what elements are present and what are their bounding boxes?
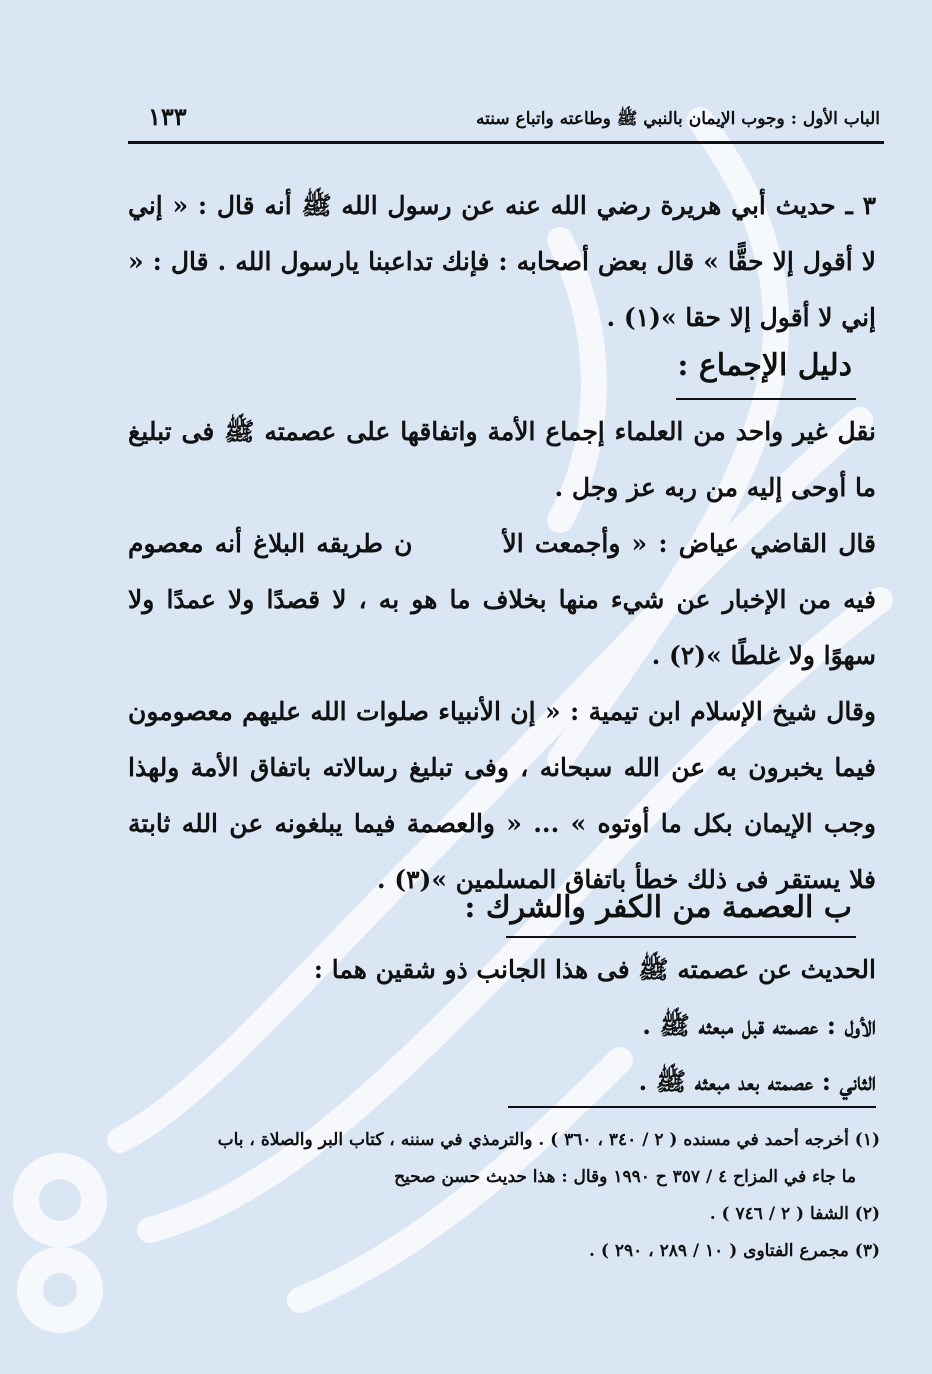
running-header: [128, 100, 880, 140]
ijma-title-underline: [676, 398, 856, 400]
ijma-paragraph-2-start: قال القاضي عياض : « وأجمعت الأ: [502, 529, 876, 558]
ijma-paragraph-2: [128, 516, 876, 684]
hadith-text: ٣ ـ حديث أبي هريرة رضي الله عنه عن رسول الله ﷺ أنه قال : « إني لا أقول إلا حقًّا » قال بعض أصحابه : فإنك تداعبنا يارسول الله . قال : « إني لا أقول إلا حقا »(١) .: [128, 191, 876, 332]
section-b-title-underline: [506, 936, 856, 938]
footnote-1-line-2: ما جاء في المزاح ٤ / ٣٥٧ ح ١٩٩٠ وقال : هذا حديث حسن صحيح: [394, 1167, 856, 1187]
ijma-paragraph-1: نقل غير واحد من العلماء إجماع الأمة واتفاقها على عصمته ﷺ فى تبليغ ما أوحى إليه من ربه عز وجل .: [128, 417, 876, 502]
section-b-first: الأول : عصمته قبل مبعثه ﷺ .: [642, 1011, 876, 1040]
footnote-1-line-1: (١) أخرجه أحمد في مسنده ( ٢ / ٣٤٠ ، ٣٦٠ ) . والترمذي في سننه ، كتاب البر والصلاة ، باب: [217, 1130, 880, 1150]
footnote-2: (٢) الشفا ( ٢ / ٧٤٦ ) .: [709, 1204, 880, 1224]
page-number: ١٣٣: [148, 102, 187, 131]
header-divider: [128, 141, 884, 144]
section-b-title: ب العصمة من الكفر والشرك :: [464, 890, 852, 925]
ijma-section-title: دليل الإجماع :: [677, 348, 852, 383]
footnote-3: (٣) مجمرع الفتاوى ( ١٠ / ٢٨٩ ، ٢٩٠ ) .: [589, 1241, 880, 1261]
footnotes: [128, 1122, 880, 1270]
section-b-body: [128, 942, 876, 1110]
ijma-body: [128, 404, 876, 908]
ijma-paragraph-3: وقال شيخ الإسلام ابن تيمية : « إن الأنبياء صلوات الله عليهم معصومون فيما يخبرون به عن الله سبحانه ، وفى تبليغ رسالاته باتفاق الأمة ولهذا وجب الإيمان بكل ما أوتوه » ... « والعصمة فيما يبلغونه عن الله ثابتة فلا يستقر فى ذلك خطأ باتفاق المسلمين »(٣) .: [128, 697, 876, 894]
footnote-divider: [508, 1106, 876, 1108]
ijma-paragraph-2-end: ن طريقه البلاغ أنه معصوم فيه من الإخبار عن شيء منها بخلاف ما هو به ، لا قصدًا ولا عمدًا ولا سهوًا ولا غلطًا »(٢) .: [128, 529, 876, 670]
section-b-second: الثاني : عصمته بعد مبعثه ﷺ .: [638, 1067, 876, 1096]
hadith-paragraph: [128, 178, 876, 346]
section-b-intro: الحديث عن عصمته ﷺ فى هذا الجانب ذو شقين هما :: [313, 955, 876, 984]
header-title: الباب الأول : وجوب الإيمان بالنبي ﷺ وطاعته واتباع سنته: [476, 109, 880, 129]
